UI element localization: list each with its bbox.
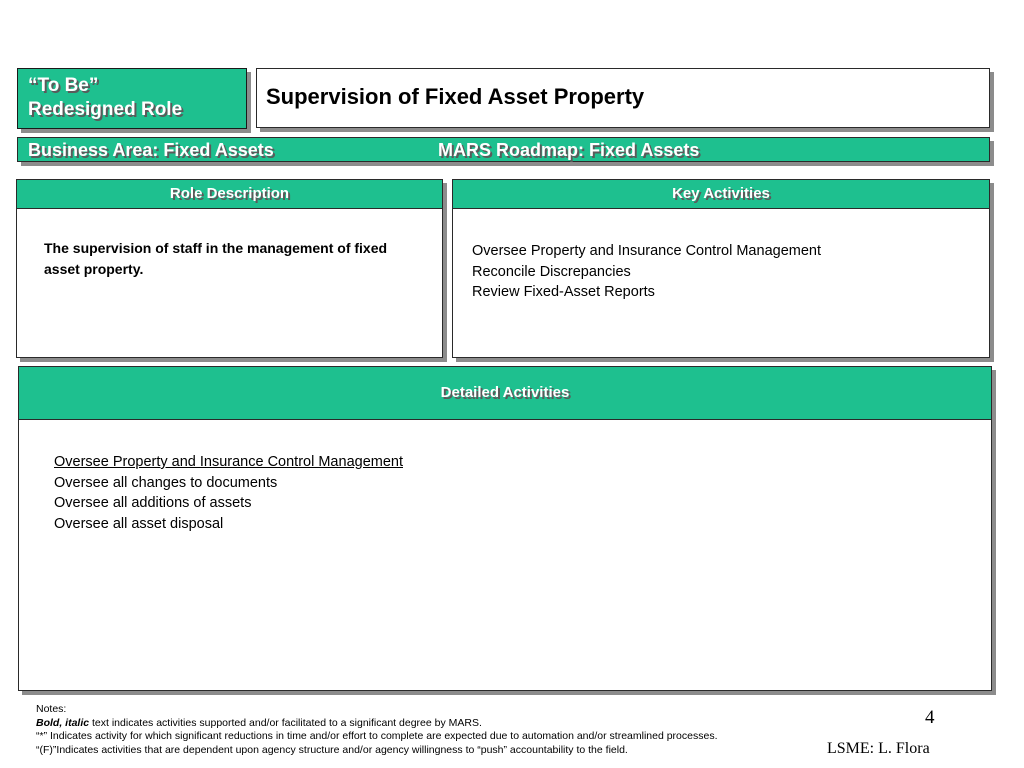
notes-emphasis: Bold, italic [36, 716, 90, 729]
key-activity-item: Review Fixed-Asset Reports [472, 284, 655, 300]
role-description-panel [16, 179, 443, 358]
key-activities-heading: Key Activities [672, 185, 770, 202]
business-area-label: Business Area: Fixed Assets [28, 140, 274, 160]
notes-line-2: “*” Indicates activity for which significant reductions in time and/or effort to complete are expected due to automation and/or streamlined processes. [36, 730, 718, 742]
key-activities-panel [452, 179, 990, 358]
notes-line-1-text: text indicates activities supported and/or facilitated to a significant degree by MARS. [89, 716, 482, 729]
notes [36, 703, 718, 757]
notes-line-1 [36, 717, 718, 731]
detailed-activities-heading: Detailed Activities [440, 384, 570, 401]
notes-line-3: “(F)”Indicates activities that are dependent upon agency structure and/or agency willingness to “push” accountability to the field. [36, 743, 628, 756]
role-tag-line2: Redesigned Role [28, 99, 183, 120]
detailed-activity-item: Oversee all asset disposal [54, 515, 224, 532]
notes-label: Notes: [36, 703, 67, 715]
key-activities-header [453, 180, 989, 209]
role-description-text: The supervision of staff in the management of fixed asset property. [44, 240, 388, 277]
role-description-heading: Role Description [169, 185, 290, 202]
detailed-activities-panel [18, 366, 992, 691]
role-tag-line1: “To Be” [28, 75, 99, 96]
roadmap-label: MARS Roadmap: Fixed Assets [438, 140, 700, 160]
detailed-activity-item: Oversee all additions of assets [54, 495, 252, 511]
title-box [256, 68, 990, 128]
key-activities-list [472, 241, 821, 303]
role-tag [17, 68, 247, 129]
page-number: 4 [925, 707, 935, 728]
detailed-section-title: Oversee Property and Insurance Control Management [54, 454, 403, 470]
detailed-activities-list [54, 452, 403, 534]
detailed-activities-header [19, 367, 991, 420]
key-activity-item: Reconcile Discrepancies [472, 263, 631, 280]
key-activity-item: Oversee Property and Insurance Control Management [472, 243, 821, 259]
business-area-bar [17, 137, 990, 162]
page-title: Supervision of Fixed Asset Property [266, 84, 645, 109]
detailed-activity-item: Oversee all changes to documents [54, 474, 278, 491]
author-credit: LSME: L. Flora [827, 740, 930, 757]
role-description-header [17, 180, 442, 209]
